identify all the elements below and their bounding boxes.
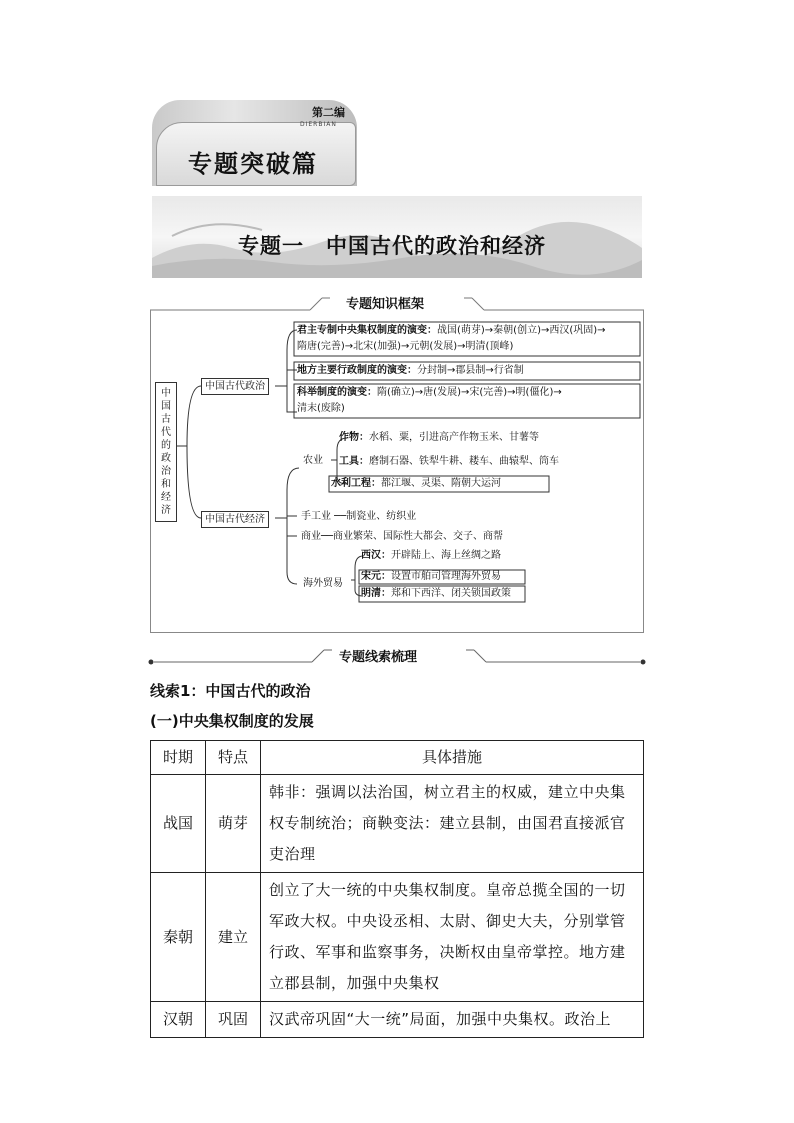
xihan-body: 开辟陆上、海上丝绸之路 <box>391 550 501 561</box>
sub-title: (一)中央集权制度的发展 <box>150 712 314 730</box>
commerce-line: 商业──商业繁荣、国际性大都会、交子、商帮 <box>301 531 504 542</box>
header-measures: 具体措施 <box>261 741 644 775</box>
part-sub: DIERBIAN <box>300 121 337 128</box>
measures-cell: 汉武帝巩固“大一统”局面，加强中央集权。政治上 <box>261 1002 644 1038</box>
feature-cell: 巩固 <box>206 1002 261 1038</box>
table-row <box>151 775 644 873</box>
economy-node: 中国古代经济 <box>201 511 269 528</box>
topic-banner <box>152 196 642 278</box>
politics-item2-head: 地方主要行政制度的演变： <box>297 365 417 376</box>
water-head: 水利工程： <box>331 478 381 489</box>
politics-item1-line2: 隋唐(完善)→北宋(加强)→元朝(发展)→明清(顶峰) <box>297 341 514 352</box>
xihan-head: 西汉： <box>361 550 391 561</box>
feature-cell: 萌芽 <box>206 775 261 873</box>
section-title: 专题线索梳理 <box>339 650 418 665</box>
knowledge-mindmap <box>150 310 644 633</box>
politics-node: 中国古代政治 <box>201 378 269 395</box>
politics-item2-body: 分封制→郡县制→行省制 <box>417 365 524 376</box>
part-label: 第二编 <box>312 106 345 119</box>
politics-item1-line1: 战国(萌芽)→秦朝(创立)→西汉(巩固)→ <box>437 325 606 336</box>
ming-body: 郑和下西洋、闭关锁国政策 <box>391 588 511 599</box>
centralization-table <box>150 740 644 1038</box>
ming-head: 明清： <box>361 588 391 599</box>
table-row <box>151 1002 644 1038</box>
part-title: 专题突破篇 <box>188 150 318 178</box>
trade-label: 海外贸易 <box>303 578 343 589</box>
politics-item3-line2: 清末(废除) <box>297 403 345 414</box>
section-header-clues <box>148 645 646 665</box>
header-feature: 特点 <box>206 741 261 775</box>
agriculture-label: 农业 <box>303 455 323 466</box>
crops-head: 作物： <box>339 432 369 443</box>
handicraft-line: 手工业 ──制瓷业、纺织业 <box>301 511 417 522</box>
measures-cell: 创立了大一统的中央集权制度。皇帝总揽全国的一切军政大权。中央设丞相、太尉、御史大夫，分别掌管行政、军事和监察事务，决断权由皇帝掌控。地方建立郡县制，加强中央集权 <box>261 873 644 1002</box>
tools-head: 工具： <box>339 456 369 467</box>
topic-title: 专题一 中国古代的政治和经济 <box>238 234 546 258</box>
part-banner <box>152 100 357 186</box>
clue-title: 线索1：中国古代的政治 <box>150 682 311 700</box>
tools-body: 磨制石器、铁犁牛耕、耧车、曲辕犁、筒车 <box>369 456 559 467</box>
politics-item3-head: 科举制度的演变： <box>297 387 377 398</box>
period-cell: 秦朝 <box>151 873 206 1002</box>
period-cell: 战国 <box>151 775 206 873</box>
section-title: 专题知识框架 <box>346 297 425 312</box>
politics-item3-line1: 隋(确立)→唐(发展)→宋(完善)→明(僵化)→ <box>377 387 562 398</box>
crops-body: 水稻、粟，引进高产作物玉米、甘薯等 <box>369 432 539 443</box>
feature-cell: 建立 <box>206 873 261 1002</box>
table-row <box>151 873 644 1002</box>
table-header-row <box>151 741 644 775</box>
water-body: 都江堰、灵渠、隋朝大运河 <box>381 478 501 489</box>
measures-cell: 韩非：强调以法治国，树立君主的权威，建立中央集权专制统治；商鞅变法：建立县制，由国君直接派官吏治理 <box>261 775 644 873</box>
politics-item1-head: 君主专制中央集权制度的演变： <box>297 325 437 336</box>
header-period: 时期 <box>151 741 206 775</box>
mindmap-root: 中国古代的政治和经济 <box>155 382 177 522</box>
section-header-framework <box>150 292 644 312</box>
song-body: 设置市舶司管理海外贸易 <box>391 571 501 582</box>
period-cell: 汉朝 <box>151 1002 206 1038</box>
song-head: 宋元： <box>361 571 391 582</box>
